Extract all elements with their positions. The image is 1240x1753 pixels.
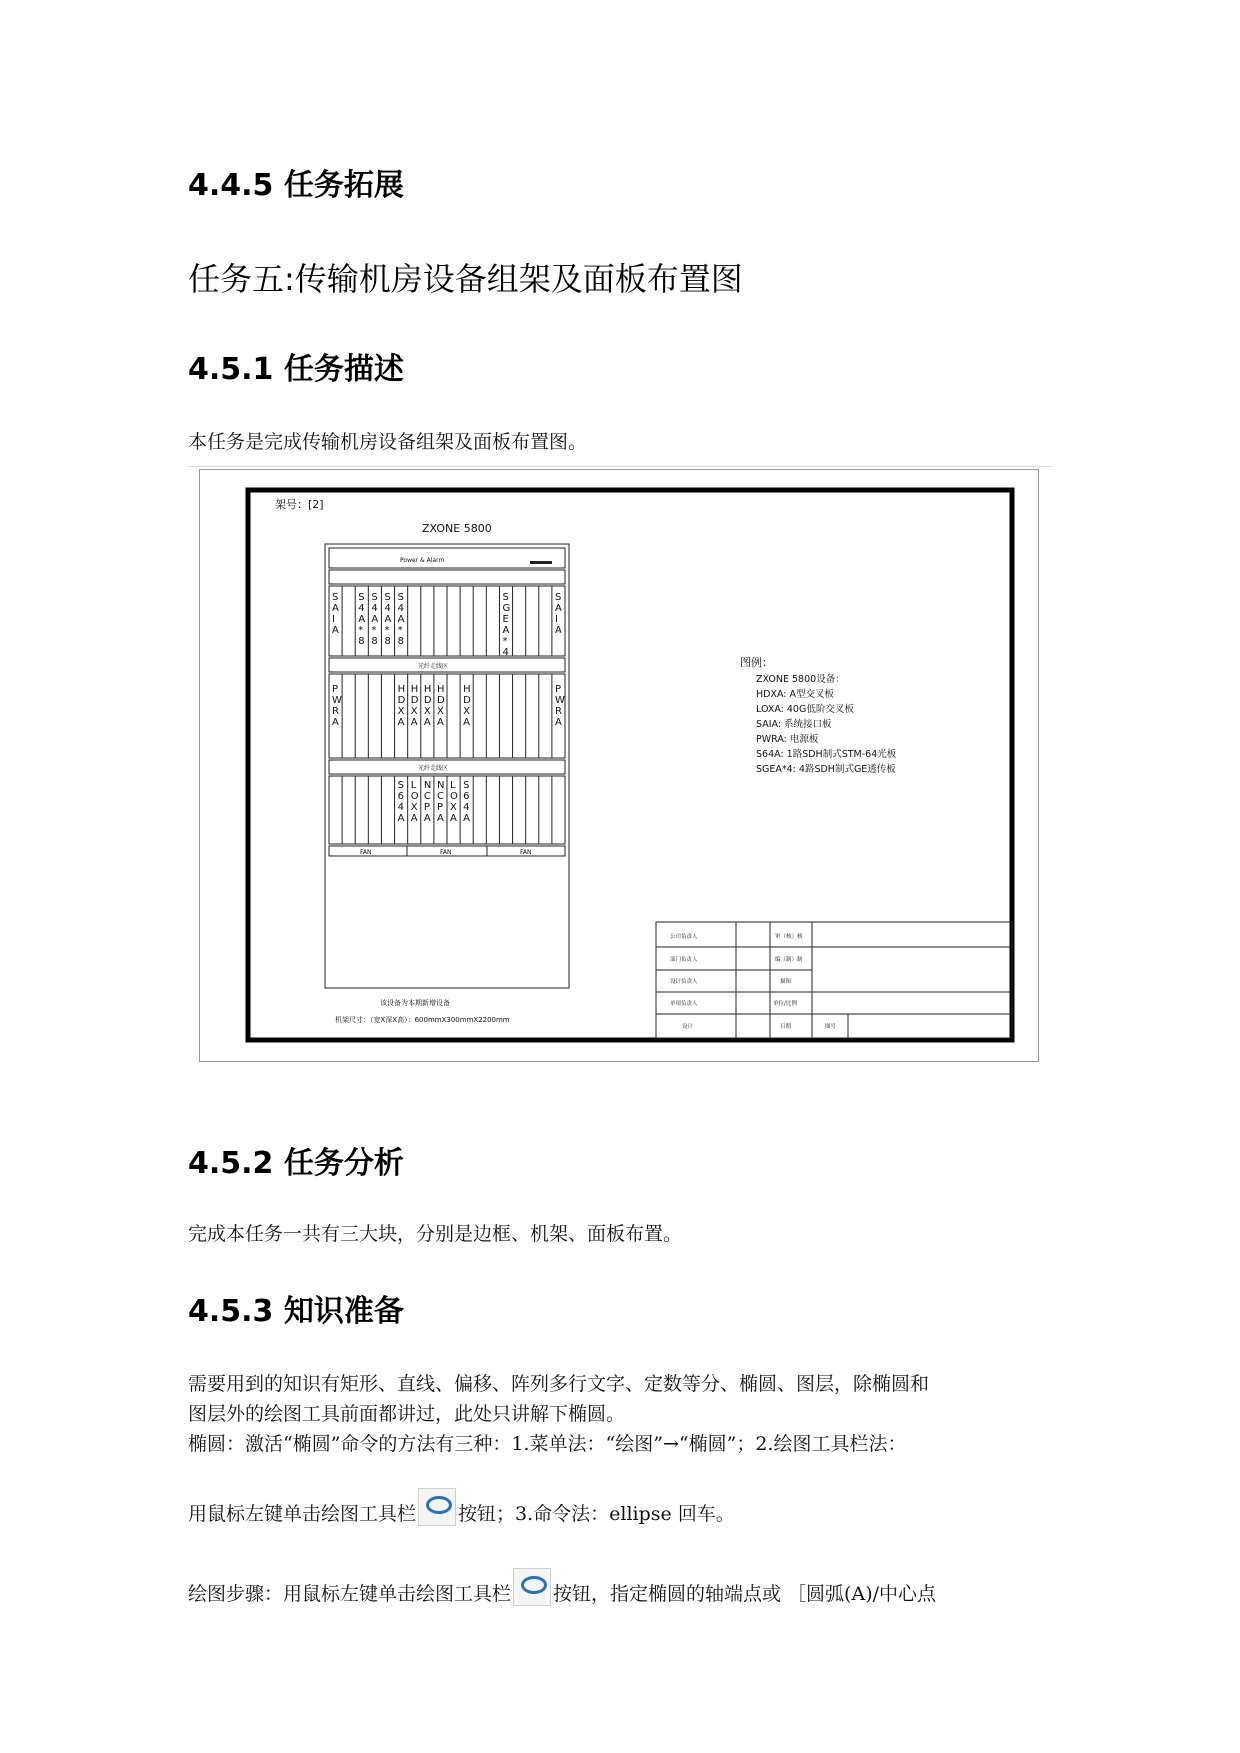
board-label-char: P	[423, 802, 430, 813]
legend-list	[756, 673, 897, 775]
svg-text:审（核）核: 审（核）核	[775, 934, 803, 940]
board-label-char: H	[463, 684, 471, 695]
knowledge-line-4-text-b: 按钮；3.命令法：ellipse 回车。	[458, 1503, 735, 1525]
board-label-char: 8	[371, 636, 378, 647]
ellipse-tool-icon	[513, 1568, 551, 1606]
board-label-char: X	[463, 706, 471, 717]
power-indicator	[530, 561, 552, 564]
heading-4-5-1: 4.5.1 任务描述	[188, 352, 404, 387]
board-label-char: O	[450, 791, 458, 802]
row-2-slots	[342, 674, 552, 758]
figure-top-rule	[188, 466, 1052, 467]
rack-layout-figure	[199, 469, 1039, 1062]
board-label-char: I	[332, 614, 336, 625]
knowledge-line-3: 椭圆：激活“椭圆”命令的方法有三种：1.菜单法：“绘图”→“椭圆”；2.绘图工具栏法：	[188, 1433, 907, 1455]
board-label-char: 4	[397, 603, 404, 614]
board-label-char: X	[450, 802, 457, 813]
legend-item: PWRA: 电源板	[756, 734, 819, 745]
board-label-char: S	[358, 592, 365, 603]
svg-text:描图: 描图	[780, 979, 792, 985]
board-label-char: 8	[358, 636, 365, 647]
drawing-border	[248, 490, 1012, 1040]
board-label-char: 6	[463, 791, 470, 802]
board-label-char: S	[463, 780, 470, 791]
board-label-char: N	[436, 780, 445, 791]
rack-number: 架号：[2]	[275, 498, 324, 511]
heading-4-5-2: 4.5.2 任务分析	[188, 1146, 404, 1181]
rack-note-size: 机架尺寸：（宽X深X高）：600mmX300mmX2200mm	[335, 1016, 510, 1024]
legend-item: SAIA: 系统接口板	[756, 719, 832, 730]
board-label-char: A	[423, 717, 431, 728]
board-label-char: W	[332, 695, 342, 706]
board-label-char: S	[332, 592, 339, 603]
board-label-char: A	[384, 614, 392, 625]
board-label-char: *	[371, 625, 377, 636]
knowledge-line-2: 图层外的绘图工具前面都讲过，此处只讲解下椭圆。	[188, 1403, 626, 1425]
knowledge-line-5-text-b: 按钮，指定椭圆的轴端点或 ［圆弧(A)/中心点	[553, 1583, 937, 1605]
legend-item: S64A: 1路SDH制式STM-64光板	[756, 749, 897, 760]
board-label-char: 4	[371, 603, 378, 614]
board-label-char: S	[502, 592, 509, 603]
board-label-char: A	[554, 603, 562, 614]
legend-item: ZXONE 5800设备：	[756, 674, 845, 685]
board-label-char: E	[502, 614, 509, 625]
board-labels	[332, 592, 565, 824]
knowledge-line-5-text-a: 绘图步骤：用鼠标左键单击绘图工具栏	[188, 1583, 512, 1605]
legend-item: HDXA: A型交叉板	[756, 689, 835, 700]
fan-label-2: FAN	[440, 849, 452, 856]
board-label-char: A	[397, 717, 405, 728]
board-label-char: 8	[397, 636, 404, 647]
board-label-char: *	[358, 625, 364, 636]
board-label-char: W	[554, 695, 565, 706]
board-label-char: C	[436, 791, 444, 802]
board-label-char: X	[423, 706, 431, 717]
knowledge-line-5	[188, 1568, 936, 1610]
board-label-char: A	[332, 625, 339, 636]
fan-label-3: FAN	[520, 849, 532, 856]
board-label-char: D	[463, 695, 471, 706]
knowledge-line-4	[188, 1488, 735, 1530]
power-alarm-bar	[329, 548, 565, 568]
board-label-char: A	[397, 813, 405, 824]
svg-text:部门负责人: 部门负责人	[670, 957, 698, 963]
board-label-char: O	[410, 791, 419, 802]
board-label-char: A	[410, 813, 418, 824]
board-label-char: A	[463, 717, 471, 728]
board-label-char: A	[436, 813, 444, 824]
board-label-char: A	[371, 614, 379, 625]
board-label-char: H	[436, 684, 445, 695]
svg-text:设计: 设计	[682, 1024, 694, 1030]
board-label-char: 8	[384, 636, 391, 647]
board-label-char: X	[410, 706, 418, 717]
board-label-char: H	[423, 684, 432, 695]
board-label-char: *	[397, 625, 403, 636]
task-description: 本任务是完成传输机房设备组架及面板布置图。	[188, 431, 588, 453]
row-3-slots	[342, 776, 552, 844]
power-alarm-label: Power & Alarm	[400, 557, 445, 564]
board-label-char: A	[463, 813, 471, 824]
board-label-char: D	[397, 695, 406, 706]
svg-text:图号: 图号	[825, 1024, 837, 1030]
fiber-zone-label-2: 光纤走线区	[418, 765, 449, 772]
svg-text:设计负责人: 设计负责人	[670, 979, 698, 985]
board-label-char: A	[397, 614, 405, 625]
board-label-char: X	[436, 706, 444, 717]
heading-4-4-5: 4.4.5 任务拓展	[188, 168, 404, 203]
board-label-char: L	[410, 780, 417, 791]
board-label-char: A	[423, 813, 431, 824]
board-label-char: 6	[397, 791, 404, 802]
board-label-char: S	[554, 592, 562, 603]
board-label-char: 4	[358, 603, 365, 614]
fan-label-1: FAN	[360, 849, 372, 856]
board-label-char: 4	[502, 647, 509, 658]
board-label-char: G	[502, 603, 511, 614]
board-label-char: A	[502, 625, 510, 636]
legend-item: LOXA: 40G低阶交叉板	[756, 704, 854, 715]
svg-text:编（制）制: 编（制）制	[775, 957, 803, 963]
task-analysis: 完成本任务一共有三大块，分别是边框、机架、面板布置。	[188, 1223, 683, 1245]
board-label-char: I	[554, 614, 558, 625]
board-label-char: A	[332, 717, 339, 728]
ellipse-tool-icon	[418, 1488, 456, 1526]
svg-text:公司负责人: 公司负责人	[670, 934, 698, 940]
board-label-char: N	[423, 780, 432, 791]
board-label-char: R	[554, 706, 562, 717]
legend-title: 图例：	[740, 656, 773, 669]
title-block	[656, 922, 1012, 1038]
board-label-char: *	[502, 636, 508, 647]
board-label-char: D	[436, 695, 445, 706]
board-label-char: P	[436, 802, 443, 813]
board-label-char: A	[554, 717, 562, 728]
rack-note-new: 该设备为本期新增设备	[380, 999, 450, 1007]
knowledge-line-1: 需要用到的知识有矩形、直线、偏移、阵列多行文字、定数等分、椭圆、图层，除椭圆和	[188, 1373, 930, 1395]
fiber-zone-label-1: 光纤走线区	[418, 663, 449, 670]
board-label-char: P	[554, 684, 561, 695]
board-label-char: X	[410, 802, 418, 813]
board-label-char: P	[332, 684, 339, 695]
board-label-char: S	[397, 592, 404, 603]
board-label-char: H	[397, 684, 406, 695]
board-label-char: A	[332, 603, 339, 614]
board-label-char: *	[384, 625, 390, 636]
rack-spacer-1	[329, 570, 565, 584]
svg-text:单项负责人: 单项负责人	[670, 1001, 698, 1007]
legend-item: SGEA*4: 4路SDH制式GE透传板	[756, 764, 896, 775]
svg-text:单位/比例: 单位/比例	[773, 1001, 797, 1007]
rack-layout-drawing	[200, 470, 1038, 1061]
board-label-char: D	[423, 695, 432, 706]
board-label-char: R	[332, 706, 340, 717]
board-label-char: C	[423, 791, 431, 802]
board-label-char: A	[436, 717, 444, 728]
board-label-char: D	[410, 695, 419, 706]
board-label-char: A	[358, 614, 366, 625]
board-label-char: A	[410, 717, 418, 728]
board-label-char: S	[397, 780, 404, 791]
svg-text:日期: 日期	[780, 1024, 792, 1030]
board-label-char: A	[450, 813, 457, 824]
knowledge-line-4-text-a: 用鼠标左键单击绘图工具栏	[188, 1503, 417, 1525]
board-label-char: L	[450, 780, 456, 791]
model-label: ZXONE 5800	[422, 522, 492, 535]
board-label-char: X	[397, 706, 405, 717]
board-label-char: A	[554, 625, 562, 636]
board-label-char: H	[410, 684, 419, 695]
board-label-char: S	[384, 592, 391, 603]
heading-4-5-3: 4.5.3 知识准备	[188, 1294, 404, 1329]
board-label-char: 4	[384, 603, 391, 614]
task-title: 任务五:传输机房设备组架及面板布置图	[188, 260, 743, 298]
board-label-char: S	[371, 592, 378, 603]
board-label-char: 4	[397, 802, 404, 813]
board-label-char: 4	[463, 802, 470, 813]
